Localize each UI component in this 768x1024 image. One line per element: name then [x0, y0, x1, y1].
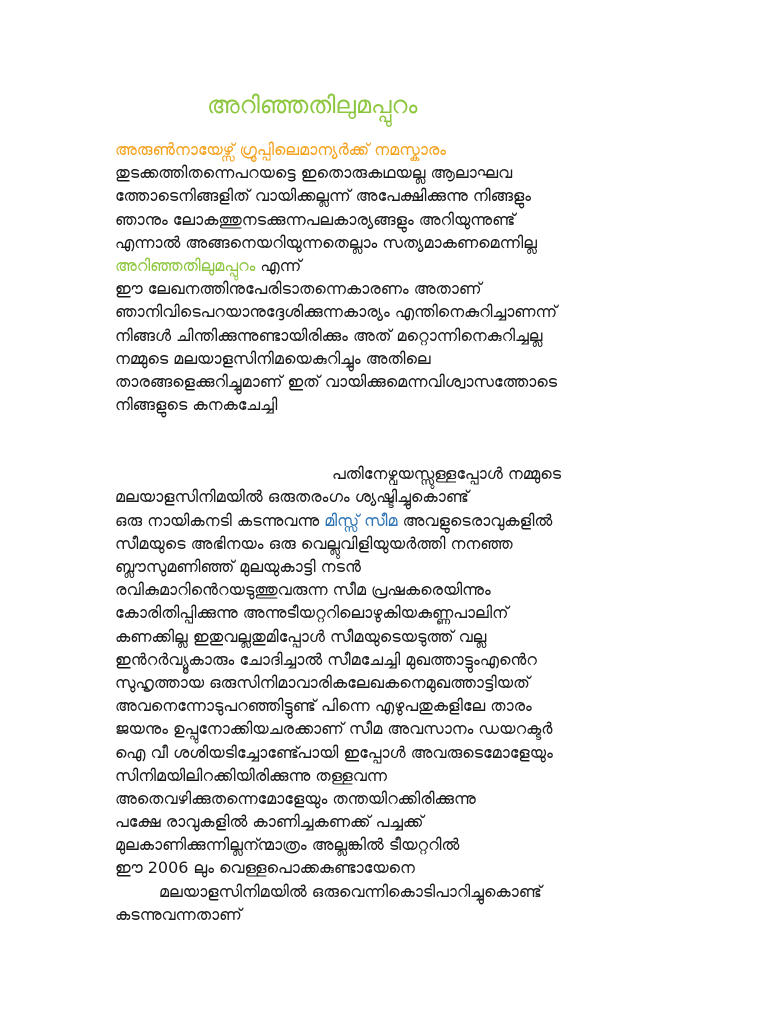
paragraph-line: കടന്നുവന്നതാണ്	[115, 904, 242, 924]
paragraph-line: ജയനും ഉപ്പുനോക്കിയചരക്കാണ് സീമ അവസാനം ഡയറക്ടർ	[115, 719, 553, 739]
paragraph-line: ത്തോടെനിങ്ങളിത് വായിക്കല്ലന്ന് അപേക്ഷിക്കുന്നു നിങ്ങളും	[115, 186, 532, 206]
paragraph-text: എന്ന്	[255, 255, 302, 275]
paragraph-line: മലയാളസിനിമയിൽ ഒരുവെന്നികൊടിപാറിച്ചുകൊണ്ട്	[159, 881, 542, 901]
paragraph-line: അതെവഴിക്കുതന്നെമോളേയും തന്തയിറക്കിരിക്കുന്നു	[115, 788, 476, 808]
paragraph-line: മുലകാണിക്കുന്നില്ലന്ന്മാത്രം അല്ലങ്കിൽ ടീയറ്ററിൽ	[115, 835, 460, 855]
paragraph-line: ഇൻറർവ്യൂകാരും ചോദിച്ചാൽ സീമചേച്ചി മുഖത്താട്ടുംഎൻെറ	[115, 649, 537, 669]
paragraph-line: ഐ വീ ശശിയടിച്ചോണ്ട്പോയി ഇപ്പോൾ അവരുടെമോളേയും	[115, 742, 553, 762]
paragraph-gap	[115, 416, 675, 462]
paragraph-line: താരങ്ങളെക്കുറിച്ചുമാണ് ഇത് വായിക്കുമെന്നവിശ്വാസത്തോടെ	[115, 371, 558, 391]
paragraph-line: മലയാളസിനിമയിൽ ഒരുതരംഗം ശ്യഷ്ടിച്ചുകൊണ്ട്	[115, 487, 469, 507]
paragraph-text: അവളുടെരാവുകളിൽ	[397, 510, 553, 530]
paragraph-line: പക്ഷേ രാവുകളിൽ കാണിച്ചകണക്ക് പച്ചക്ക്	[115, 812, 424, 832]
paragraph-line: അവനെന്നോടുപറഞ്ഞിട്ടുണ്ട് പിന്നെ എഴുപതുകളിലേ താരം	[115, 696, 532, 716]
paragraph-line: പതിനേഴ്വയസ്സുള്ളപ്പോൾ നമ്മുടെ	[332, 464, 562, 484]
paragraph-line: നിങ്ങളുടെ കനകചേച്ചി	[115, 395, 278, 415]
paragraph-line: രവികുമാറിൻെറയടുത്തുവരുന്ന സീമ പ്രഷകരെയിന്നും	[115, 580, 491, 600]
paragraph-line: ഈ ലേഖനത്തിനുപേരിടാതന്നെകാരണം അതാണ്	[115, 279, 482, 299]
document-title: അറിഞ്ഞതിലുമപ്പുറം	[207, 91, 418, 119]
paragraph-line: നമ്മുടെ മലയാളസിനിമയെകുറിച്ചും അതിലെ	[115, 348, 431, 368]
paragraph-line: സിനിമയിലിറക്കിയിരിക്കുന്നു തള്ളവന്ന	[115, 765, 387, 785]
paragraph-line	[115, 254, 675, 277]
paragraph-line: ബ്ലൗസുമണിഞ്ഞ് മുലയുകാട്ടി നടൻ	[115, 557, 361, 576]
paragraph-line: കോരിതിപ്പിക്കുന്നു അന്നുടീയറ്ററിലൊഴുകിയകുണ്ണപാലിന്	[115, 603, 509, 623]
paragraph-line: ഞാനിവിടെപറയാനുദ്ദേശിക്കുന്നകാര്യം എന്തിനെകുറിച്ചാണന്ന്	[115, 302, 558, 322]
paragraph-line: എന്നാൽ അങ്ങനെയറിയുന്നതെല്ലാം സത്യമാകണമെന്നില്ല	[115, 232, 537, 252]
paragraph-line: സുഹൃത്തായ ഒരുസിനിമാവാരികലേഖകനെമുഖത്താട്ടിയത്	[115, 672, 530, 692]
paragraph-line: ഞാനും ലോകത്തുനടക്കുന്നപലകാര്യങ്ങളും അറിയുന്നുണ്ട്	[115, 209, 516, 229]
greeting-line: അരുൺനായേഴ്സ് ഗ്രൂപ്പിലെമാന്യർക്ക് നമസ്കാരം	[115, 140, 446, 159]
paragraph-text: ഒരു നായികനടി കടന്നുവന്നു	[115, 510, 325, 530]
paragraph-line	[115, 509, 675, 532]
paragraph-line: കണക്കില്ല ഇതുവല്ലതുമിപ്പോൾ സീമയുടെയടുത്ത് വല്ല	[115, 626, 487, 646]
title-reference: അറിഞ്ഞതിലുമപ്പുറം	[115, 255, 256, 275]
paragraph-line: തുടക്കത്തിതന്നെപറയട്ടെ ഇതൊരുകഥയല്ല ആലാഘവ	[115, 163, 513, 183]
paragraph-line: ഈ 2006 ലും വെള്ളപൊക്കകുണ്ടായേനെ	[115, 858, 415, 878]
name-highlight: മിസ്സ് സീമ	[324, 510, 398, 530]
document-body	[115, 138, 675, 926]
paragraph-line: നിങ്ങൾ ചിന്തിക്കുന്നുണ്ടായിരിക്കും അത് മറ്റൊന്നിനെകുറിച്ചല്ല	[115, 325, 543, 345]
paragraph-line: സീമയുടെ അഭിനയം ഒരു വെല്ലുവിളിയുയർത്തി നനഞ്ഞ	[115, 533, 513, 553]
